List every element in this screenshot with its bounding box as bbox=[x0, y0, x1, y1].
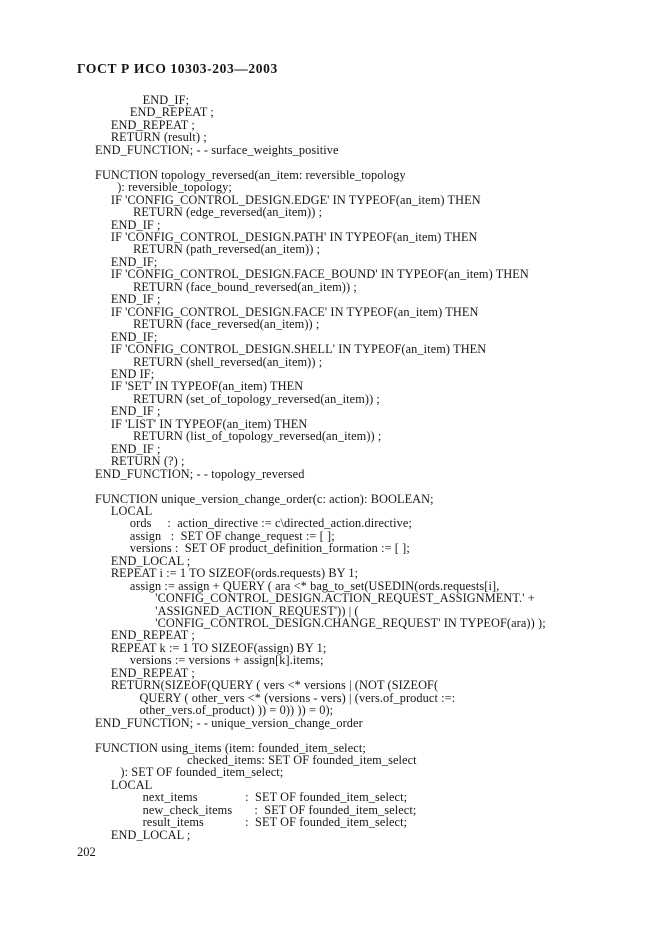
code-line: next_items : SET OF founded_item_select; bbox=[95, 790, 408, 805]
code-line: 'CONFIG_CONTROL_DESIGN.ACTION_REQUEST_ASSIGNMENT.' + bbox=[95, 591, 535, 606]
code-line: versions : SET OF product_definition_formation := [ ]; bbox=[95, 541, 410, 556]
code-line: RETURN (face_reversed(an_item)) ; bbox=[95, 317, 320, 332]
code-line: 'ASSIGNED_ACTION_REQUEST')) | ( bbox=[95, 603, 359, 618]
code-line: versions := versions + assign[k].items; bbox=[95, 653, 324, 668]
code-line: IF 'CONFIG_CONTROL_DESIGN.SHELL' IN TYPEOF(an_item) THEN bbox=[95, 342, 487, 357]
code-line: RETURN (list_of_topology_reversed(an_item)) ; bbox=[95, 429, 382, 444]
code-line: RETURN (face_bound_reversed(an_item)) ; bbox=[95, 279, 357, 294]
code-line: RETURN (result) ; bbox=[95, 130, 207, 145]
code-line: END_FUNCTION; - - unique_version_change_order bbox=[95, 715, 363, 730]
code-line: RETURN(SIZEOF(QUERY ( vers <* versions | (NOT (SIZEOF( bbox=[95, 678, 439, 693]
code-line: ords : action_directive := c\directed_action.directive; bbox=[95, 516, 412, 531]
code-line: IF 'CONFIG_CONTROL_DESIGN.FACE_BOUND' IN TYPEOF(an_item) THEN bbox=[95, 267, 529, 282]
code-line: ): reversible_topology; bbox=[95, 180, 232, 195]
code-line: IF 'CONFIG_CONTROL_DESIGN.FACE' IN TYPEOF(an_item) THEN bbox=[95, 304, 479, 319]
code-line: RETURN (?) ; bbox=[95, 454, 185, 469]
code-line: END_REPEAT ; bbox=[95, 665, 195, 680]
code-line: END_IF; bbox=[95, 93, 190, 107]
code-line: END_IF ; bbox=[95, 292, 161, 307]
code-line: FUNCTION using_items (item: founded_item_select; bbox=[95, 740, 366, 755]
page-number: 202 bbox=[77, 845, 96, 859]
code-line: RETURN (path_reversed(an_item)) ; bbox=[95, 242, 321, 257]
code-line: END_REPEAT ; bbox=[95, 105, 214, 120]
code-line: result_items : SET OF founded_item_select; bbox=[95, 815, 408, 830]
document-title: ГОСТ Р ИСО 10303-203—2003 bbox=[77, 61, 278, 76]
code-line: RETURN (edge_reversed(an_item)) ; bbox=[95, 205, 323, 220]
code-line: ): SET OF founded_item_select; bbox=[95, 765, 284, 780]
code-line: QUERY ( other_vers <* (versions - vers) | (vers.of_product :=: bbox=[95, 690, 456, 705]
code-line: checked_items: SET OF founded_item_select bbox=[95, 753, 417, 768]
code-line: END IF; bbox=[95, 366, 155, 381]
code-line: new_check_items : SET OF founded_item_select; bbox=[95, 802, 417, 817]
code-line: END_IF; bbox=[95, 329, 158, 344]
code-line bbox=[95, 729, 546, 741]
code-line: REPEAT i := 1 TO SIZEOF(ords.requests) BY 1; bbox=[95, 566, 359, 581]
code-line: IF 'CONFIG_CONTROL_DESIGN.PATH' IN TYPEOF(an_item) THEN bbox=[95, 229, 478, 244]
code-line: FUNCTION topology_reversed(an_item: reversible_topology bbox=[95, 167, 406, 182]
code-line: END_FUNCTION; - - surface_weights_positive bbox=[95, 142, 339, 157]
code-line: END_IF ; bbox=[95, 404, 161, 419]
code-line: END_IF; bbox=[95, 254, 158, 269]
code-line: RETURN (shell_reversed(an_item)) ; bbox=[95, 354, 323, 369]
code-line: 'CONFIG_CONTROL_DESIGN.CHANGE_REQUEST' IN TYPEOF(ara)) ); bbox=[95, 616, 546, 631]
code-line: END_LOCAL ; bbox=[95, 827, 191, 842]
code-line: assign := assign + QUERY ( ara <* bag_to_set(USEDIN(ords.requests[i], bbox=[95, 578, 500, 593]
code-line: RETURN (set_of_topology_reversed(an_item)) ; bbox=[95, 391, 380, 406]
code-line: END_REPEAT ; bbox=[95, 117, 195, 132]
code-line bbox=[95, 156, 546, 168]
code-line: END_IF ; bbox=[95, 217, 161, 232]
code-line: FUNCTION unique_version_change_order(c: action): BOOLEAN; bbox=[95, 491, 434, 506]
code-line bbox=[95, 480, 546, 492]
code-line: other_vers.of_product) )) = 0)) )) = 0); bbox=[95, 703, 334, 718]
code-line: IF 'CONFIG_CONTROL_DESIGN.EDGE' IN TYPEOF(an_item) THEN bbox=[95, 192, 481, 207]
code-line: END_FUNCTION; - - topology_reversed bbox=[95, 466, 305, 481]
code-line: END_IF ; bbox=[95, 441, 161, 456]
code-line: REPEAT k := 1 TO SIZEOF(assign) BY 1; bbox=[95, 640, 327, 655]
code-line: END_LOCAL ; bbox=[95, 553, 191, 568]
code-line: IF 'SET' IN TYPEOF(an_item) THEN bbox=[95, 379, 304, 394]
code-line: IF 'LIST' IN TYPEOF(an_item) THEN bbox=[95, 416, 308, 431]
code-line: assign : SET OF change_request := [ ]; bbox=[95, 528, 335, 543]
code-line: LOCAL bbox=[95, 503, 153, 518]
express-code-listing bbox=[95, 94, 546, 841]
code-line: LOCAL bbox=[95, 777, 153, 792]
code-line: END_REPEAT ; bbox=[95, 628, 195, 643]
